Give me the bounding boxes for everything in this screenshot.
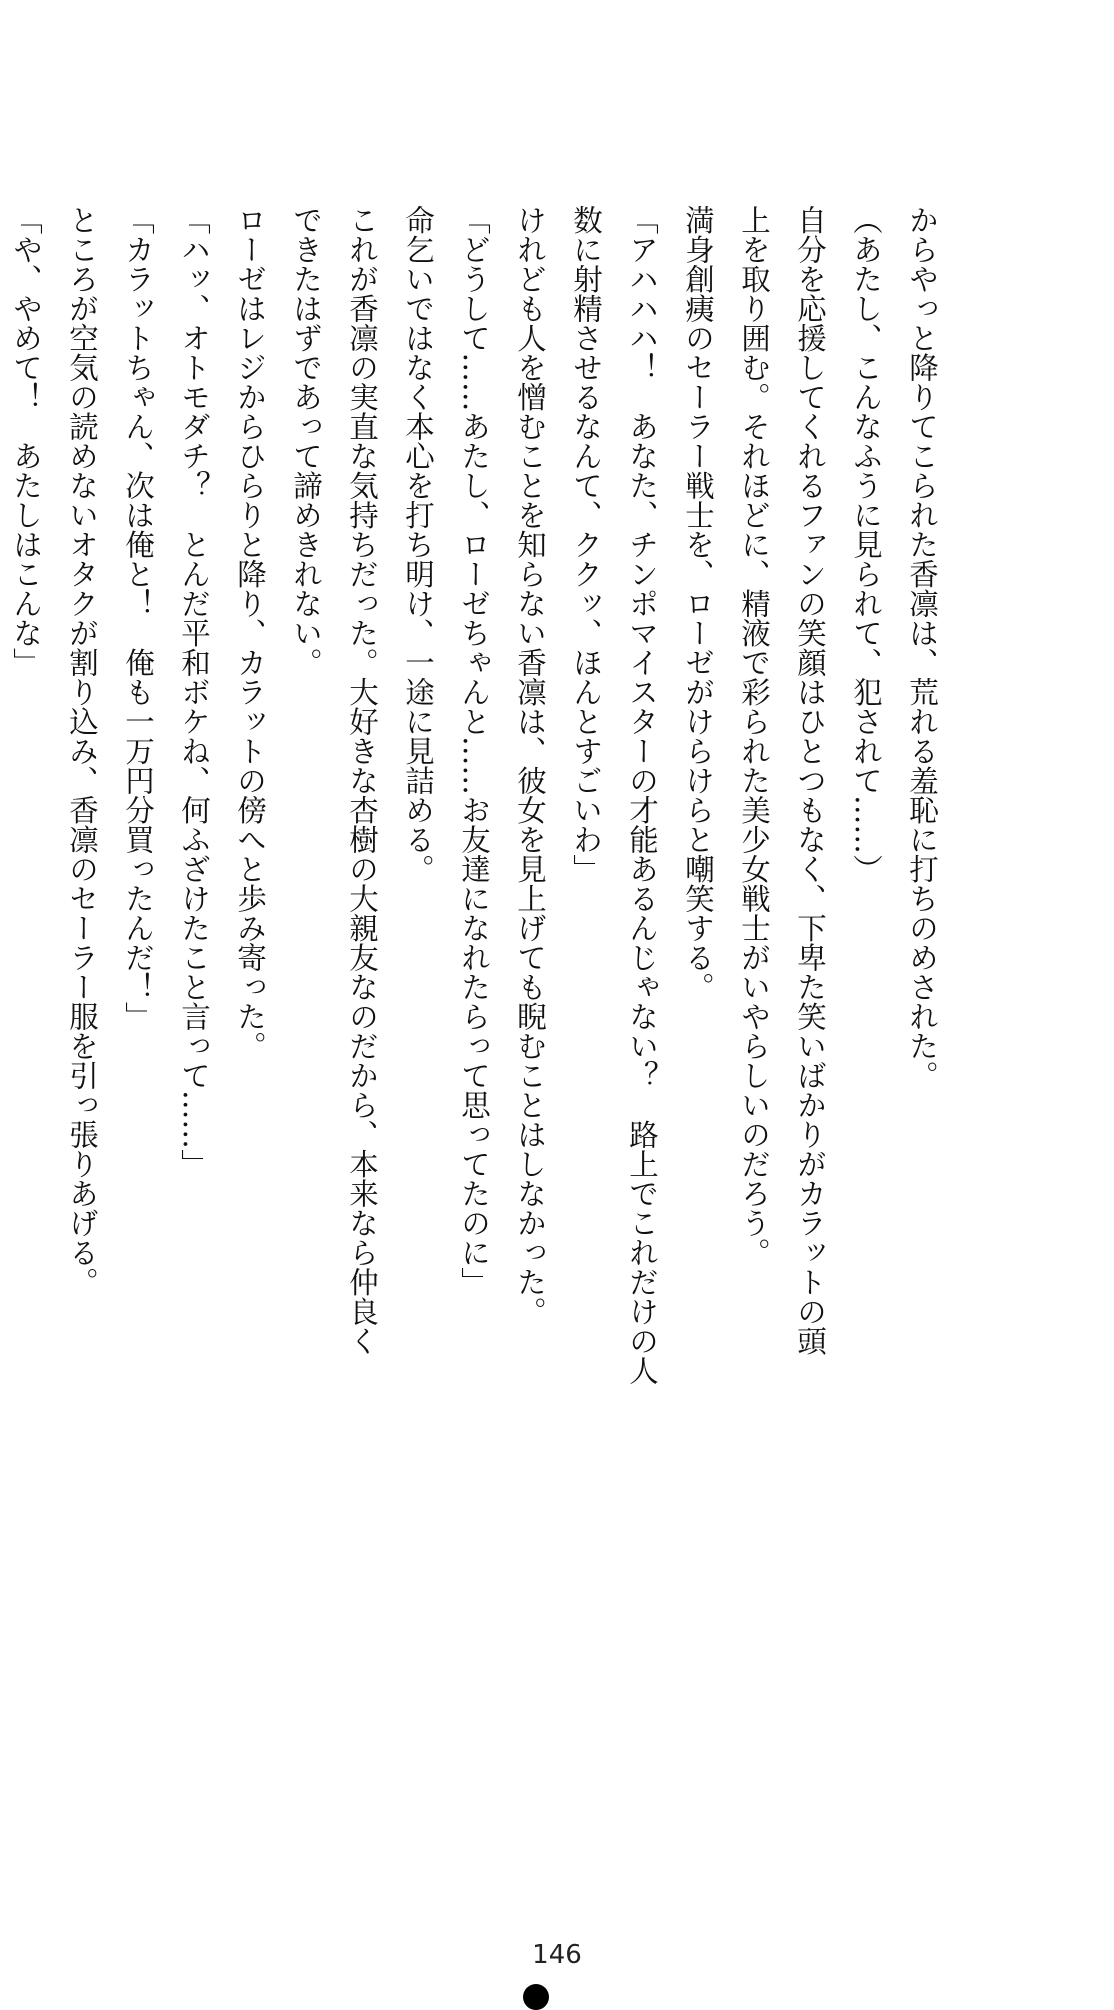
text-line: 命乞いではなく本心を打ち明け、一途に見詰める。	[401, 205, 435, 884]
text-line: 「アハハハ！ あなた、チンポマイスターの才能あるんじゃない？ 路上でこれだけの人	[625, 205, 659, 1385]
text-line: これが香凛の実直な気持ちだった。大好きな杏樹の大親友なのだから、本来なら仲良く	[345, 205, 379, 1356]
text-line: 「どうして……あたし、ローゼちゃんと……お友達になれたらって思ってたのに」	[457, 205, 491, 1297]
text-line: からやっと降りてこられた香凛は、荒れる羞恥に打ちのめされた。	[905, 205, 939, 1090]
text-line: 上を取り囲む。それほどに、精液で彩られた美少女戦士がいやらしいのだろう。	[737, 205, 771, 1267]
vertical-text-body	[9, 205, 950, 1625]
text-line: （あたし、こんなふうに見られて、犯されて……）	[849, 205, 883, 884]
text-line: 自分を応援してくれるファンの笑顔はひとつもなく、下卑た笑いばかりがカラットの頭	[793, 205, 827, 1356]
text-line: ローゼはレジからひらりと降り、カラットの傍へと歩み寄った。	[233, 205, 267, 1061]
text-line: 「カラットちゃん、次は俺と！ 俺も一万円分買ったんだ！」	[121, 205, 155, 1031]
text-line: 数に射精させるなんて、ククッ、ほんとすごいわ」	[569, 205, 603, 884]
text-line: 「や、やめて！ あたしはこんな」	[9, 205, 43, 677]
text-line: 満身創痍のセーラー戦士を、ローゼがけらけらと嘲笑する。	[681, 205, 715, 1002]
text-line: 「ハッ、オトモダチ？ とんだ平和ボケね、何ふざけたこと言って……」	[177, 205, 211, 1179]
page-number: 146	[532, 1940, 582, 1970]
page-marker-dot	[523, 1984, 549, 2010]
text-line: けれども人を憎むことを知らない香凛は、彼女を見上げても睨むことはしなかった。	[513, 205, 547, 1326]
text-line: できたはずであって諦めきれない。	[289, 205, 323, 677]
text-line: ところが空気の読めないオタクが割り込み、香凛のセーラー服を引っ張りあげる。	[65, 205, 99, 1297]
